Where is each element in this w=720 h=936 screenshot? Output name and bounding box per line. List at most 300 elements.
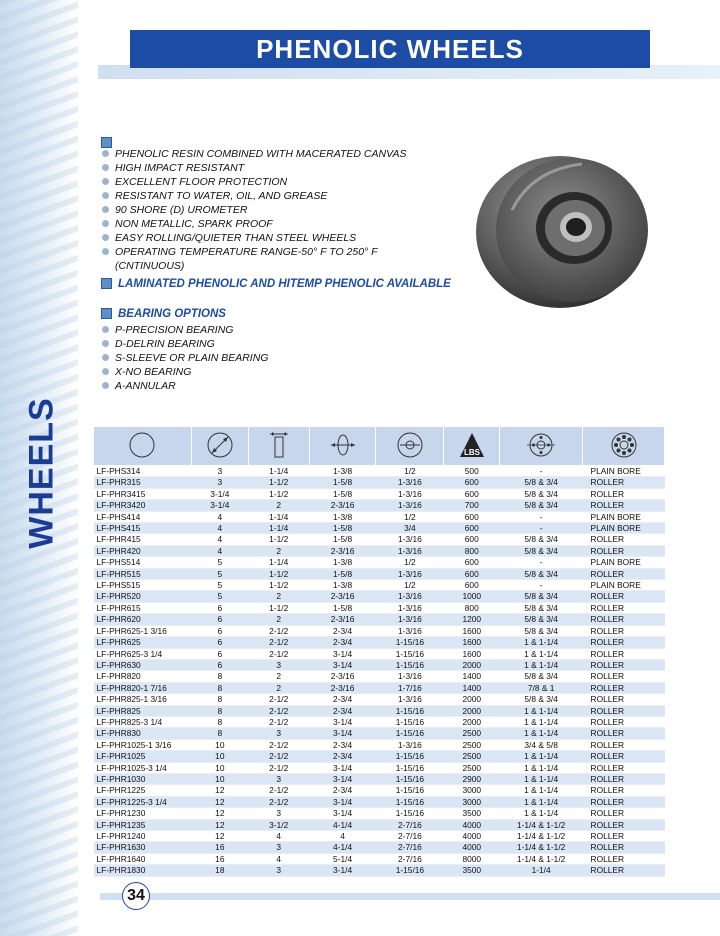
cell-capacity: 4000 bbox=[444, 819, 500, 830]
cell-capacity: 600 bbox=[444, 557, 500, 568]
cell-tread-width: 2-1/2 bbox=[248, 716, 309, 727]
cell-part-number: LF-PHS314 bbox=[94, 466, 192, 477]
bearing-option: D-DELRIN BEARING bbox=[101, 337, 268, 351]
cell-part-number: LF-PHR515 bbox=[94, 568, 192, 579]
table-row bbox=[94, 534, 665, 545]
cell-capacity: 1600 bbox=[444, 637, 500, 648]
cell-tread-width: 1-1/2 bbox=[248, 580, 309, 591]
feature-item: RESISTANT TO WATER, OIL, AND GREASE bbox=[101, 189, 481, 203]
cell-hub-length: 3-1/4 bbox=[309, 865, 376, 876]
cell-hub-length: 1-5/8 bbox=[309, 477, 376, 488]
cell-hub-length: 3-1/4 bbox=[309, 716, 376, 727]
cell-bearing-type: ROLLER bbox=[583, 773, 665, 784]
cell-hub-length: 2-3/16 bbox=[309, 671, 376, 682]
cell-bore: 1-15/16 bbox=[376, 773, 444, 784]
cell-tread-width: 2-1/2 bbox=[248, 648, 309, 659]
cell-part-number: LF-PHR625 bbox=[94, 637, 192, 648]
header-tread-width bbox=[248, 427, 309, 466]
cell-bore: 1-3/16 bbox=[376, 545, 444, 556]
side-tab bbox=[22, 398, 62, 548]
table-row bbox=[94, 831, 665, 842]
cell-capacity: 2900 bbox=[444, 773, 500, 784]
cell-tread-width: 3 bbox=[248, 842, 309, 853]
table-row bbox=[94, 637, 665, 648]
cell-capacity: 700 bbox=[444, 500, 500, 511]
table-row bbox=[94, 842, 665, 853]
cell-bearing-size: 7/8 & 1 bbox=[500, 682, 583, 693]
bearing-options-list bbox=[101, 323, 268, 393]
wheel-circle-icon bbox=[127, 430, 157, 460]
cell-tread-width: 2-1/2 bbox=[248, 796, 309, 807]
cell-capacity: 3000 bbox=[444, 796, 500, 807]
cell-part-number: LF-PHR825 bbox=[94, 705, 192, 716]
cell-diameter: 12 bbox=[191, 808, 248, 819]
cell-hub-length: 1-5/8 bbox=[309, 568, 376, 579]
cell-capacity: 4000 bbox=[444, 842, 500, 853]
cell-part-number: LF-PHR1030 bbox=[94, 773, 192, 784]
cell-bearing-type: ROLLER bbox=[583, 625, 665, 636]
cell-bearing-size: 1 & 1-1/4 bbox=[500, 773, 583, 784]
cell-capacity: 600 bbox=[444, 568, 500, 579]
cell-part-number: LF-PHR825-1 3/16 bbox=[94, 694, 192, 705]
cell-tread-width: 2-1/2 bbox=[248, 625, 309, 636]
cell-part-number: LF-PHR615 bbox=[94, 602, 192, 613]
cell-bearing-type: PLAIN BORE bbox=[583, 557, 665, 568]
cell-capacity: 600 bbox=[444, 523, 500, 534]
cell-bore: 1-15/16 bbox=[376, 705, 444, 716]
cell-bearing-type: ROLLER bbox=[583, 716, 665, 727]
cell-bearing-type: ROLLER bbox=[583, 751, 665, 762]
cell-diameter: 6 bbox=[191, 659, 248, 670]
cell-part-number: LF-PHR1230 bbox=[94, 808, 192, 819]
cell-tread-width: 1-1/4 bbox=[248, 466, 309, 477]
cell-capacity: 2500 bbox=[444, 751, 500, 762]
cell-capacity: 1600 bbox=[444, 625, 500, 636]
cell-capacity: 2500 bbox=[444, 739, 500, 750]
cell-diameter: 8 bbox=[191, 671, 248, 682]
cell-bearing-type: ROLLER bbox=[583, 671, 665, 682]
cell-bearing-type: ROLLER bbox=[583, 591, 665, 602]
cell-hub-length: 1-3/8 bbox=[309, 511, 376, 522]
table-row bbox=[94, 500, 665, 511]
cell-diameter: 5 bbox=[191, 557, 248, 568]
weight-capacity-icon bbox=[457, 430, 487, 460]
cell-hub-length: 2-3/4 bbox=[309, 739, 376, 750]
cell-hub-length: 2-3/16 bbox=[309, 591, 376, 602]
cell-diameter: 3 bbox=[191, 477, 248, 488]
cell-bearing-type: ROLLER bbox=[583, 637, 665, 648]
cell-bearing-type: ROLLER bbox=[583, 739, 665, 750]
cell-bearing-type: ROLLER bbox=[583, 819, 665, 830]
cell-tread-width: 1-1/2 bbox=[248, 568, 309, 579]
table-row bbox=[94, 466, 665, 477]
cell-diameter: 5 bbox=[191, 580, 248, 591]
cell-capacity: 1200 bbox=[444, 614, 500, 625]
cell-diameter: 12 bbox=[191, 831, 248, 842]
cell-bearing-type: ROLLER bbox=[583, 831, 665, 842]
cell-tread-width: 3 bbox=[248, 808, 309, 819]
cell-bearing-size: 1 & 1-1/4 bbox=[500, 762, 583, 773]
cell-bore: 1-3/16 bbox=[376, 488, 444, 499]
cell-diameter: 12 bbox=[191, 785, 248, 796]
cell-bore: 1-3/16 bbox=[376, 534, 444, 545]
cell-tread-width: 2 bbox=[248, 671, 309, 682]
cell-diameter: 12 bbox=[191, 819, 248, 830]
cell-tread-width: 2-1/2 bbox=[248, 705, 309, 716]
table-row bbox=[94, 488, 665, 499]
cell-part-number: LF-PHR1830 bbox=[94, 865, 192, 876]
cell-tread-width: 3 bbox=[248, 773, 309, 784]
table-row bbox=[94, 580, 665, 591]
cell-part-number: LF-PHR820 bbox=[94, 671, 192, 682]
cell-diameter: 6 bbox=[191, 602, 248, 613]
cell-hub-length: 2-3/16 bbox=[309, 682, 376, 693]
cell-bearing-size: 5/8 & 3/4 bbox=[500, 591, 583, 602]
table-row bbox=[94, 762, 665, 773]
table-row bbox=[94, 694, 665, 705]
cell-diameter: 3-1/4 bbox=[191, 488, 248, 499]
cell-hub-length: 3-1/4 bbox=[309, 728, 376, 739]
cell-diameter: 8 bbox=[191, 728, 248, 739]
cell-bearing-type: ROLLER bbox=[583, 705, 665, 716]
cell-part-number: LF-PHR625-1 3/16 bbox=[94, 625, 192, 636]
feature-continuation: (CNTINUOUS) bbox=[115, 260, 185, 272]
cell-diameter: 4 bbox=[191, 511, 248, 522]
cell-hub-length: 1-5/8 bbox=[309, 534, 376, 545]
cell-diameter: 6 bbox=[191, 614, 248, 625]
cell-tread-width: 1-1/4 bbox=[248, 523, 309, 534]
cell-diameter: 3 bbox=[191, 466, 248, 477]
cell-bearing-size: 5/8 & 3/4 bbox=[500, 614, 583, 625]
cell-bearing-size: 5/8 & 3/4 bbox=[500, 671, 583, 682]
cell-bore: 1-15/16 bbox=[376, 796, 444, 807]
cell-part-number: LF-PHR1025-3 1/4 bbox=[94, 762, 192, 773]
table-row bbox=[94, 865, 665, 876]
cell-tread-width: 4 bbox=[248, 853, 309, 864]
bearing-size-icon bbox=[526, 430, 556, 460]
cell-hub-length: 4-1/4 bbox=[309, 819, 376, 830]
cell-bearing-type: ROLLER bbox=[583, 545, 665, 556]
cell-bore: 1/2 bbox=[376, 557, 444, 568]
cell-bore: 1-15/16 bbox=[376, 762, 444, 773]
footer-rule bbox=[100, 893, 720, 900]
hub-length-icon bbox=[328, 430, 358, 460]
cell-tread-width: 1-1/2 bbox=[248, 602, 309, 613]
cell-hub-length: 4-1/4 bbox=[309, 842, 376, 853]
header-bore bbox=[376, 427, 444, 466]
cell-capacity: 2500 bbox=[444, 728, 500, 739]
cell-bearing-type: ROLLER bbox=[583, 659, 665, 670]
cell-hub-length: 2-3/4 bbox=[309, 705, 376, 716]
cell-tread-width: 2-1/2 bbox=[248, 739, 309, 750]
cell-hub-length: 3-1/4 bbox=[309, 648, 376, 659]
header-bearing-type bbox=[583, 427, 665, 466]
cell-diameter: 4 bbox=[191, 534, 248, 545]
cell-bearing-size: 1 & 1-1/4 bbox=[500, 637, 583, 648]
cell-part-number: LF-PHR3415 bbox=[94, 488, 192, 499]
table-row bbox=[94, 751, 665, 762]
cell-bearing-size: 1 & 1-1/4 bbox=[500, 785, 583, 796]
cell-bearing-size: 5/8 & 3/4 bbox=[500, 694, 583, 705]
cell-tread-width: 2 bbox=[248, 545, 309, 556]
cell-capacity: 2000 bbox=[444, 694, 500, 705]
table-row bbox=[94, 819, 665, 830]
cell-bearing-type: ROLLER bbox=[583, 728, 665, 739]
table-row bbox=[94, 477, 665, 488]
cell-diameter: 10 bbox=[191, 762, 248, 773]
cell-bearing-type: ROLLER bbox=[583, 694, 665, 705]
cell-capacity: 1400 bbox=[444, 682, 500, 693]
cell-bore: 1-3/16 bbox=[376, 739, 444, 750]
cell-capacity: 600 bbox=[444, 580, 500, 591]
cell-tread-width: 2 bbox=[248, 614, 309, 625]
cell-bore: 1-3/16 bbox=[376, 602, 444, 613]
table-row bbox=[94, 716, 665, 727]
cell-diameter: 10 bbox=[191, 751, 248, 762]
cell-bearing-size: 1 & 1-1/4 bbox=[500, 728, 583, 739]
cell-hub-length: 3-1/4 bbox=[309, 762, 376, 773]
cell-bearing-size: 1-1/4 & 1-1/2 bbox=[500, 819, 583, 830]
bearing-option: S-SLEEVE OR PLAIN BEARING bbox=[101, 351, 268, 365]
cell-hub-length: 2-3/4 bbox=[309, 694, 376, 705]
cell-bearing-size: 1 & 1-1/4 bbox=[500, 751, 583, 762]
cell-capacity: 1000 bbox=[444, 591, 500, 602]
bearing-options-heading bbox=[101, 308, 226, 320]
cell-part-number: LF-PHS414 bbox=[94, 511, 192, 522]
cell-bore: 1-3/16 bbox=[376, 591, 444, 602]
cell-bearing-type: PLAIN BORE bbox=[583, 523, 665, 534]
cell-diameter: 5 bbox=[191, 591, 248, 602]
table-row bbox=[94, 523, 665, 534]
cell-tread-width: 3-1/2 bbox=[248, 819, 309, 830]
cell-bearing-type: ROLLER bbox=[583, 796, 665, 807]
cell-hub-length: 5-1/4 bbox=[309, 853, 376, 864]
feature-list bbox=[101, 147, 481, 273]
cell-bearing-type: ROLLER bbox=[583, 865, 665, 876]
feature-item: PHENOLIC RESIN COMBINED WITH MACERATED CANVAS bbox=[101, 147, 481, 161]
cell-part-number: LF-PHS415 bbox=[94, 523, 192, 534]
cell-bearing-type: ROLLER bbox=[583, 762, 665, 773]
cell-hub-length: 1-5/8 bbox=[309, 602, 376, 613]
cell-bearing-type: ROLLER bbox=[583, 853, 665, 864]
cell-bearing-type: ROLLER bbox=[583, 534, 665, 545]
cell-tread-width: 3 bbox=[248, 728, 309, 739]
cell-bearing-type: ROLLER bbox=[583, 602, 665, 613]
cell-capacity: 600 bbox=[444, 511, 500, 522]
side-tab-label: WHEELS bbox=[22, 397, 61, 549]
table-row bbox=[94, 545, 665, 556]
cell-tread-width: 4 bbox=[248, 831, 309, 842]
cell-hub-length: 3-1/4 bbox=[309, 808, 376, 819]
cell-part-number: LF-PHR1225-3 1/4 bbox=[94, 796, 192, 807]
header-diameter bbox=[191, 427, 248, 466]
cell-bore: 1-15/16 bbox=[376, 785, 444, 796]
tread-width-icon bbox=[264, 430, 294, 460]
phenolic-wheel-photo bbox=[472, 150, 662, 310]
cell-bearing-size: 1 & 1-1/4 bbox=[500, 796, 583, 807]
cell-bearing-size: 5/8 & 3/4 bbox=[500, 488, 583, 499]
cell-capacity: 2000 bbox=[444, 705, 500, 716]
cell-capacity: 600 bbox=[444, 534, 500, 545]
cell-tread-width: 2-1/2 bbox=[248, 637, 309, 648]
bearing-title-text: BEARING OPTIONS bbox=[118, 308, 226, 320]
cell-bearing-size: 1 & 1-1/4 bbox=[500, 648, 583, 659]
cell-bore: 2-7/16 bbox=[376, 819, 444, 830]
cell-capacity: 1600 bbox=[444, 648, 500, 659]
cell-part-number: LF-PHR820-1 7/16 bbox=[94, 682, 192, 693]
cell-tread-width: 2 bbox=[248, 500, 309, 511]
header-part-number bbox=[94, 427, 192, 466]
cell-part-number: LF-PHR1235 bbox=[94, 819, 192, 830]
feature-item: OPERATING TEMPERATURE RANGE-50° F TO 250° F bbox=[101, 245, 481, 259]
cell-bore: 3/4 bbox=[376, 523, 444, 534]
cell-capacity: 8000 bbox=[444, 853, 500, 864]
table-row bbox=[94, 511, 665, 522]
cell-capacity: 3500 bbox=[444, 808, 500, 819]
cell-tread-width: 1-1/4 bbox=[248, 557, 309, 568]
table-row bbox=[94, 671, 665, 682]
title-bar bbox=[130, 30, 650, 68]
cell-hub-length: 3-1/4 bbox=[309, 796, 376, 807]
cell-bore: 1-15/16 bbox=[376, 808, 444, 819]
cell-bearing-size: 5/8 & 3/4 bbox=[500, 568, 583, 579]
cell-bore: 1-3/16 bbox=[376, 625, 444, 636]
cell-part-number: LF-PHR825-3 1/4 bbox=[94, 716, 192, 727]
cell-tread-width: 2 bbox=[248, 682, 309, 693]
cell-bore: 2-7/16 bbox=[376, 853, 444, 864]
cell-part-number: LF-PHR415 bbox=[94, 534, 192, 545]
cell-diameter: 8 bbox=[191, 716, 248, 727]
cell-part-number: LF-PHR625-3 1/4 bbox=[94, 648, 192, 659]
feature-item: 90 SHORE (D) UROMETER bbox=[101, 203, 481, 217]
cell-bore: 1-3/16 bbox=[376, 694, 444, 705]
cell-tread-width: 3 bbox=[248, 865, 309, 876]
roller-bearing-icon bbox=[609, 430, 639, 460]
cell-diameter: 12 bbox=[191, 796, 248, 807]
feature-item: NON METALLIC, SPARK PROOF bbox=[101, 217, 481, 231]
callout bbox=[101, 278, 451, 290]
cell-bearing-type: ROLLER bbox=[583, 842, 665, 853]
cell-bearing-type: ROLLER bbox=[583, 648, 665, 659]
cell-part-number: LF-PHR1240 bbox=[94, 831, 192, 842]
table-row bbox=[94, 808, 665, 819]
cell-diameter: 3-1/4 bbox=[191, 500, 248, 511]
cell-bearing-size: 5/8 & 3/4 bbox=[500, 625, 583, 636]
cell-bearing-size: - bbox=[500, 557, 583, 568]
cell-part-number: LF-PHR1225 bbox=[94, 785, 192, 796]
cell-bearing-size: - bbox=[500, 511, 583, 522]
page-title: PHENOLIC WHEELS bbox=[256, 34, 524, 64]
cell-hub-length: 2-3/4 bbox=[309, 751, 376, 762]
cell-tread-width: 3 bbox=[248, 659, 309, 670]
cell-bore: 1-15/16 bbox=[376, 751, 444, 762]
cell-bore: 1-7/16 bbox=[376, 682, 444, 693]
cell-diameter: 4 bbox=[191, 545, 248, 556]
cell-bearing-type: ROLLER bbox=[583, 500, 665, 511]
page-number: 34 bbox=[122, 882, 150, 910]
cell-bearing-size: 1 & 1-1/4 bbox=[500, 705, 583, 716]
cell-bore: 1-3/16 bbox=[376, 477, 444, 488]
cell-capacity: 600 bbox=[444, 488, 500, 499]
cell-diameter: 8 bbox=[191, 694, 248, 705]
cell-bearing-size: - bbox=[500, 466, 583, 477]
cell-bearing-size: 1-1/4 & 1-1/2 bbox=[500, 842, 583, 853]
table-row bbox=[94, 705, 665, 716]
cell-capacity: 600 bbox=[444, 477, 500, 488]
cell-capacity: 2000 bbox=[444, 716, 500, 727]
cell-hub-length: 2-3/4 bbox=[309, 637, 376, 648]
cell-bearing-type: ROLLER bbox=[583, 477, 665, 488]
cell-part-number: LF-PHR3420 bbox=[94, 500, 192, 511]
cell-bearing-size: 1 & 1-1/4 bbox=[500, 659, 583, 670]
cell-diameter: 16 bbox=[191, 842, 248, 853]
cell-bearing-size: 5/8 & 3/4 bbox=[500, 545, 583, 556]
cell-hub-length: 1-3/8 bbox=[309, 580, 376, 591]
cell-bearing-type: PLAIN BORE bbox=[583, 511, 665, 522]
cell-bearing-size: 1 & 1-1/4 bbox=[500, 808, 583, 819]
cell-bearing-type: ROLLER bbox=[583, 808, 665, 819]
cell-bearing-size: 1-1/4 bbox=[500, 865, 583, 876]
table-row bbox=[94, 773, 665, 784]
cell-bearing-type: ROLLER bbox=[583, 682, 665, 693]
cell-hub-length: 1-5/8 bbox=[309, 488, 376, 499]
cell-capacity: 2000 bbox=[444, 659, 500, 670]
cell-capacity: 1400 bbox=[444, 671, 500, 682]
table-row bbox=[94, 728, 665, 739]
cell-bore: 1-15/16 bbox=[376, 648, 444, 659]
cell-tread-width: 1-1/2 bbox=[248, 488, 309, 499]
cell-bearing-size: 1 & 1-1/4 bbox=[500, 716, 583, 727]
cell-bearing-size: 5/8 & 3/4 bbox=[500, 602, 583, 613]
cell-bore: 1-3/16 bbox=[376, 614, 444, 625]
cell-diameter: 8 bbox=[191, 682, 248, 693]
cell-diameter: 6 bbox=[191, 648, 248, 659]
cell-bearing-size: 1-1/4 & 1-1/2 bbox=[500, 853, 583, 864]
cell-bearing-type: ROLLER bbox=[583, 568, 665, 579]
cell-capacity: 4000 bbox=[444, 831, 500, 842]
cell-hub-length: 3-1/4 bbox=[309, 659, 376, 670]
cell-part-number: LF-PHR420 bbox=[94, 545, 192, 556]
cell-capacity: 3500 bbox=[444, 865, 500, 876]
cell-part-number: LF-PHR1640 bbox=[94, 853, 192, 864]
diameter-icon bbox=[205, 430, 235, 460]
cell-diameter: 16 bbox=[191, 853, 248, 864]
cell-diameter: 5 bbox=[191, 568, 248, 579]
cell-part-number: LF-PHR630 bbox=[94, 659, 192, 670]
cell-part-number: LF-PHR620 bbox=[94, 614, 192, 625]
cell-capacity: 800 bbox=[444, 602, 500, 613]
cell-bearing-type: ROLLER bbox=[583, 785, 665, 796]
cell-tread-width: 2-1/2 bbox=[248, 762, 309, 773]
cell-bearing-type: ROLLER bbox=[583, 614, 665, 625]
cell-hub-length: 2-3/4 bbox=[309, 625, 376, 636]
callout-marker-icon bbox=[101, 278, 112, 289]
cell-hub-length: 2-3/16 bbox=[309, 614, 376, 625]
cell-part-number: LF-PHS514 bbox=[94, 557, 192, 568]
table-row bbox=[94, 659, 665, 670]
cell-diameter: 8 bbox=[191, 705, 248, 716]
table-row bbox=[94, 602, 665, 613]
cell-tread-width: 2-1/2 bbox=[248, 751, 309, 762]
spec-table bbox=[93, 426, 665, 877]
cell-hub-length: 1-5/8 bbox=[309, 523, 376, 534]
feature-item: HIGH IMPACT RESISTANT bbox=[101, 161, 481, 175]
cell-tread-width: 1-1/2 bbox=[248, 534, 309, 545]
table-row bbox=[94, 682, 665, 693]
cell-capacity: 3000 bbox=[444, 785, 500, 796]
cell-bearing-size: - bbox=[500, 580, 583, 591]
cell-hub-length: 1-3/8 bbox=[309, 466, 376, 477]
